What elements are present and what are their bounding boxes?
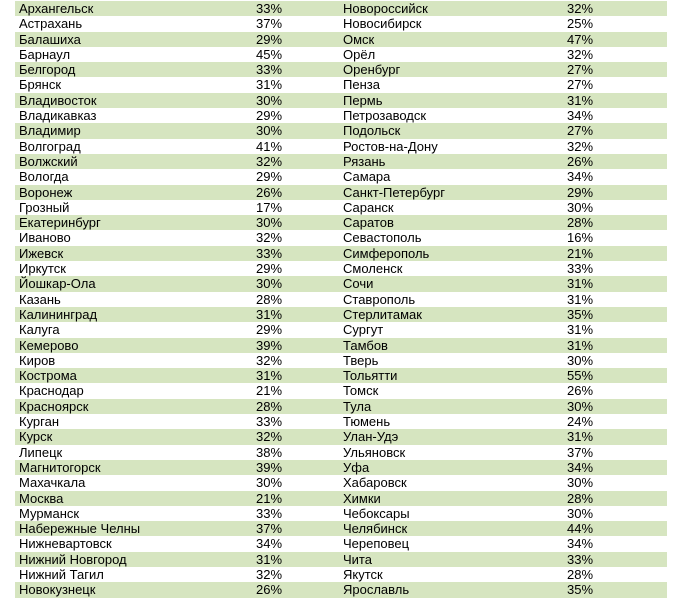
- city-name-cell-left: Мурманск: [19, 505, 80, 521]
- table-body: [15, 1, 667, 598]
- percent-cell-left: 32%: [256, 566, 283, 582]
- percent-cell-right: 34%: [563, 460, 667, 475]
- table-row: [15, 383, 667, 398]
- city-name-cell-left: Владимир: [15, 123, 252, 138]
- city-name-cell-left: Иркутск: [19, 261, 66, 277]
- percent-cell-right: 27%: [563, 123, 667, 138]
- city-name-cell-left: Нижневартовск: [19, 536, 112, 552]
- percent-cell-right: 32%: [567, 138, 594, 154]
- city-name-cell-right: Новосибирск: [343, 16, 422, 32]
- city-name-cell-right: Самара: [343, 169, 391, 185]
- percent-cell-left: 21%: [256, 383, 283, 399]
- city-name-cell-right: Химки: [339, 491, 563, 506]
- percent-cell-left: 30%: [252, 276, 339, 291]
- percent-cell-left: 32%: [256, 352, 283, 368]
- city-name-cell-right: Петрозаводск: [343, 108, 427, 124]
- city-name-cell-right: Подольск: [339, 123, 563, 138]
- table-row: [15, 338, 667, 353]
- city-name-cell-left: Набережные Челны: [15, 521, 252, 536]
- city-name-cell-left: Кемерово: [15, 338, 252, 353]
- percent-cell-left: 33%: [252, 1, 339, 16]
- city-name-cell-right: Якутск: [343, 566, 383, 582]
- city-name-cell-right: Чебоксары: [343, 505, 410, 521]
- table-row: [15, 429, 667, 444]
- city-name-cell-left: Казань: [19, 291, 61, 307]
- city-name-cell-right: Уфа: [339, 460, 563, 475]
- percent-cell-right: 31%: [563, 429, 667, 444]
- table-row: [15, 292, 667, 307]
- percent-cell-right: 30%: [567, 505, 594, 521]
- percent-cell-right: 44%: [563, 521, 667, 536]
- table-row: [15, 230, 667, 245]
- city-name-cell-left: Волгоград: [19, 138, 81, 154]
- city-name-cell-left: Владивосток: [15, 93, 252, 108]
- table-row: [15, 567, 667, 582]
- city-name-cell-right: Севастополь: [343, 230, 422, 246]
- percent-cell-left: 21%: [252, 491, 339, 506]
- city-name-cell-right: Рязань: [339, 154, 563, 169]
- percent-cell-left: 29%: [256, 108, 283, 124]
- table-row: [15, 276, 667, 291]
- table-row: [15, 93, 667, 108]
- percent-cell-left: 37%: [252, 521, 339, 536]
- city-name-cell-right: Тамбов: [339, 338, 563, 353]
- city-name-cell-left: Москва: [15, 491, 252, 506]
- city-name-cell-left: Красноярск: [15, 399, 252, 414]
- city-name-cell-left: Ижевск: [15, 246, 252, 261]
- city-name-cell-left: Балашиха: [15, 32, 252, 47]
- city-name-cell-left: Калининград: [15, 307, 252, 322]
- city-name-cell-right: Челябинск: [339, 521, 563, 536]
- percent-cell-right: 32%: [563, 1, 667, 16]
- percent-cell-right: 55%: [563, 368, 667, 383]
- percent-cell-right: 26%: [567, 383, 594, 399]
- city-name-cell-right: Тольятти: [339, 368, 563, 383]
- city-name-cell-right: Пермь: [339, 93, 563, 108]
- city-name-cell-left: Грозный: [19, 199, 70, 215]
- city-name-cell-left: Кострома: [15, 368, 252, 383]
- percent-cell-left: 28%: [252, 399, 339, 414]
- percent-cell-right: 28%: [563, 215, 667, 230]
- percent-cell-left: 37%: [256, 16, 283, 32]
- percent-cell-right: 28%: [563, 491, 667, 506]
- percent-cell-right: 47%: [563, 32, 667, 47]
- table-row: [15, 582, 667, 597]
- city-name-cell-left: Махачкала: [19, 475, 86, 491]
- table-row: [15, 536, 667, 551]
- percent-cell-left: 30%: [252, 215, 339, 230]
- percent-cell-left: 29%: [252, 32, 339, 47]
- percent-cell-right: 30%: [563, 399, 667, 414]
- percent-cell-left: 30%: [252, 123, 339, 138]
- percent-cell-right: 28%: [567, 566, 594, 582]
- percent-cell-left: 31%: [256, 77, 283, 93]
- percent-cell-right: 32%: [567, 46, 594, 62]
- percent-cell-left: 33%: [256, 414, 283, 430]
- percent-cell-left: 33%: [252, 62, 339, 77]
- city-name-cell-left: Владикавказ: [19, 108, 97, 124]
- table-row: [15, 460, 667, 475]
- table-row: [15, 353, 667, 368]
- percent-cell-left: 33%: [256, 505, 283, 521]
- city-name-cell-right: Стерлитамак: [339, 307, 563, 322]
- percent-cell-right: 33%: [563, 552, 667, 567]
- percent-cell-right: 27%: [567, 77, 594, 93]
- city-name-cell-right: Омск: [339, 32, 563, 47]
- table-row: [15, 475, 667, 490]
- percent-cell-left: 28%: [256, 291, 283, 307]
- table-row: [15, 16, 667, 31]
- city-name-cell-right: Сочи: [339, 276, 563, 291]
- city-name-cell-right: Смоленск: [343, 261, 403, 277]
- table-row: [15, 399, 667, 414]
- table-row: [15, 552, 667, 567]
- city-name-cell-right: Пенза: [343, 77, 380, 93]
- percent-cell-right: 31%: [563, 276, 667, 291]
- percent-cell-right: 26%: [563, 154, 667, 169]
- table-row: [15, 1, 667, 16]
- percent-cell-right: 27%: [563, 62, 667, 77]
- table-row: [15, 32, 667, 47]
- city-name-cell-right: Саранск: [343, 199, 394, 215]
- percent-cell-left: 39%: [252, 460, 339, 475]
- table-row: [15, 154, 667, 169]
- percent-cell-left: 45%: [256, 46, 283, 62]
- city-name-cell-right: Тула: [339, 399, 563, 414]
- percent-cell-left: 30%: [256, 475, 283, 491]
- table-row: [15, 261, 667, 276]
- percent-cell-right: 33%: [567, 261, 594, 277]
- percent-cell-left: 39%: [252, 338, 339, 353]
- percent-cell-right: 30%: [567, 352, 594, 368]
- percent-cell-left: 32%: [252, 429, 339, 444]
- percent-cell-left: 38%: [256, 444, 283, 460]
- city-name-cell-left: Иваново: [19, 230, 71, 246]
- percent-cell-left: 31%: [252, 307, 339, 322]
- table-row: [15, 200, 667, 215]
- city-name-cell-left: Вологда: [19, 169, 69, 185]
- table-row: [15, 108, 667, 123]
- table-row: [15, 506, 667, 521]
- table-row: [15, 139, 667, 154]
- city-name-cell-left: Астрахань: [19, 16, 83, 32]
- percent-cell-right: 16%: [567, 230, 594, 246]
- table-row: [15, 123, 667, 138]
- city-name-cell-right: Тюмень: [343, 414, 391, 430]
- city-name-cell-left: Магнитогорск: [15, 460, 252, 475]
- percent-cell-left: 26%: [252, 185, 339, 200]
- percent-cell-left: 33%: [252, 246, 339, 261]
- city-name-cell-right: Симферополь: [339, 246, 563, 261]
- city-name-cell-right: Тверь: [343, 352, 379, 368]
- percent-cell-left: 29%: [256, 322, 283, 338]
- city-name-cell-right: Новороссийск: [339, 1, 563, 16]
- table-row: [15, 491, 667, 506]
- city-name-cell-right: Оренбург: [339, 62, 563, 77]
- city-name-cell-left: Калуга: [19, 322, 60, 338]
- percent-cell-left: 31%: [252, 368, 339, 383]
- city-name-cell-right: Хабаровск: [343, 475, 407, 491]
- city-name-cell-right: Саратов: [339, 215, 563, 230]
- city-name-cell-right: Череповец: [343, 536, 410, 552]
- city-name-cell-left: Краснодар: [19, 383, 84, 399]
- percent-cell-left: 29%: [256, 261, 283, 277]
- city-name-cell-left: Архангельск: [15, 1, 252, 16]
- city-name-cell-left: Барнаул: [19, 46, 71, 62]
- table-row: [15, 368, 667, 383]
- percent-cell-left: 41%: [256, 138, 283, 154]
- city-name-cell-left: Новокузнецк: [15, 582, 252, 597]
- city-name-cell-right: Ставрополь: [343, 291, 416, 307]
- percent-cell-right: 31%: [563, 93, 667, 108]
- city-percent-table: [15, 1, 667, 598]
- percent-cell-left: 17%: [256, 199, 283, 215]
- city-percent-table-container: [15, 1, 667, 598]
- percent-cell-left: 29%: [256, 169, 283, 185]
- city-name-cell-right: Сургут: [343, 322, 384, 338]
- city-name-cell-left: Воронеж: [15, 185, 252, 200]
- city-name-cell-right: Томск: [343, 383, 379, 399]
- table-row: [15, 77, 667, 92]
- city-name-cell-left: Курган: [19, 414, 60, 430]
- city-name-cell-right: Орёл: [343, 46, 376, 62]
- percent-cell-left: 30%: [252, 93, 339, 108]
- table-row: [15, 414, 667, 429]
- table-row: [15, 521, 667, 536]
- percent-cell-right: 37%: [567, 444, 594, 460]
- table-row: [15, 445, 667, 460]
- city-name-cell-left: Волжский: [15, 154, 252, 169]
- table-row: [15, 47, 667, 62]
- percent-cell-right: 31%: [563, 338, 667, 353]
- city-name-cell-left: Йошкар-Ола: [15, 276, 252, 291]
- city-name-cell-left: Брянск: [19, 77, 62, 93]
- table-row: [15, 322, 667, 337]
- percent-cell-right: 34%: [567, 169, 594, 185]
- percent-cell-left: 32%: [256, 230, 283, 246]
- table-row: [15, 62, 667, 77]
- city-name-cell-right: Ростов-на-Дону: [343, 138, 438, 154]
- percent-cell-left: 26%: [252, 582, 339, 597]
- percent-cell-right: 21%: [563, 246, 667, 261]
- percent-cell-left: 31%: [252, 552, 339, 567]
- percent-cell-left: 34%: [256, 536, 283, 552]
- city-name-cell-left: Липецк: [19, 444, 63, 460]
- percent-cell-right: 34%: [567, 108, 594, 124]
- city-name-cell-right: Санкт-Петербург: [339, 185, 563, 200]
- table-row: [15, 215, 667, 230]
- city-name-cell-left: Нижний Тагил: [19, 566, 104, 582]
- percent-cell-right: 35%: [563, 307, 667, 322]
- city-name-cell-right: Ярославль: [339, 582, 563, 597]
- percent-cell-right: 24%: [567, 414, 594, 430]
- city-name-cell-left: Киров: [19, 352, 56, 368]
- percent-cell-left: 32%: [252, 154, 339, 169]
- percent-cell-right: 29%: [563, 185, 667, 200]
- table-row: [15, 169, 667, 184]
- percent-cell-right: 35%: [563, 582, 667, 597]
- percent-cell-right: 34%: [567, 536, 594, 552]
- city-name-cell-left: Екатеринбург: [15, 215, 252, 230]
- city-name-cell-left: Нижний Новгород: [15, 552, 252, 567]
- percent-cell-right: 30%: [567, 199, 594, 215]
- table-row: [15, 307, 667, 322]
- percent-cell-right: 30%: [567, 475, 594, 491]
- table-row: [15, 185, 667, 200]
- city-name-cell-left: Курск: [15, 429, 252, 444]
- city-name-cell-left: Белгород: [15, 62, 252, 77]
- percent-cell-right: 25%: [567, 16, 594, 32]
- city-name-cell-right: Улан-Удэ: [339, 429, 563, 444]
- table-row: [15, 246, 667, 261]
- city-name-cell-right: Ульяновск: [343, 444, 406, 460]
- city-name-cell-right: Чита: [339, 552, 563, 567]
- percent-cell-right: 31%: [567, 291, 594, 307]
- percent-cell-right: 31%: [567, 322, 594, 338]
